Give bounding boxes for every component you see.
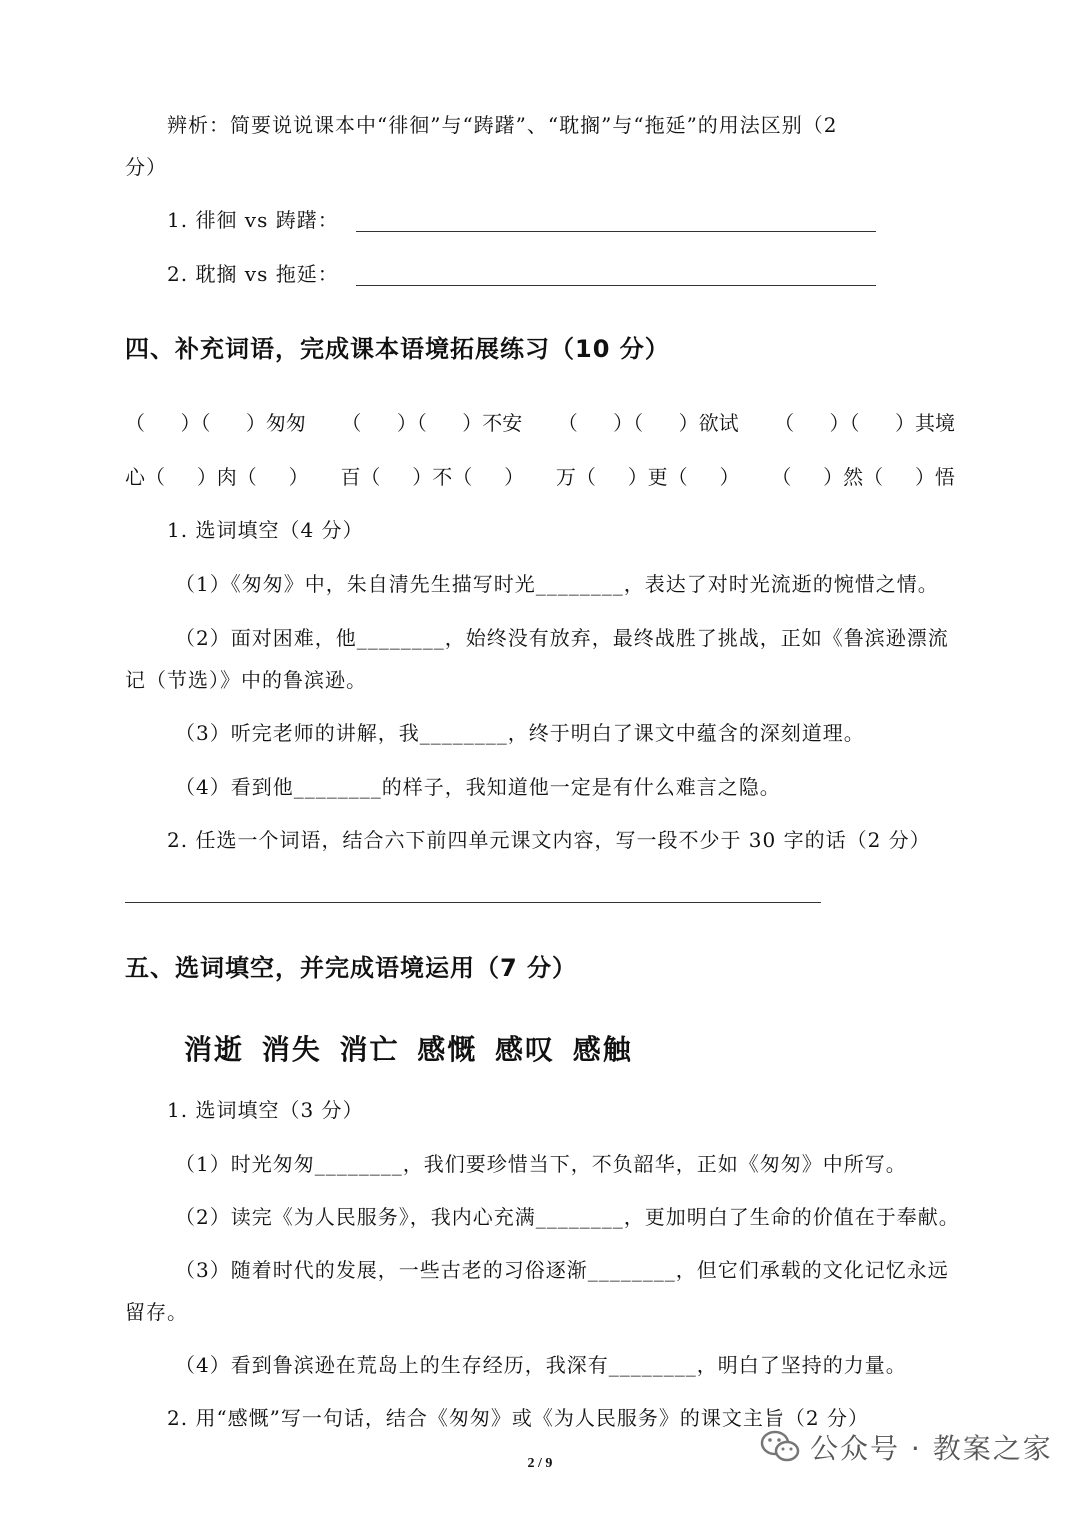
idiom-fragment: （ xyxy=(771,465,792,489)
idiom-fragment: ）其境 xyxy=(894,411,955,435)
section-4-q1-item-2-cont: 记（节选）》中的鲁滨逊。 xyxy=(125,668,367,692)
idiom-fragment: ）然（ xyxy=(823,465,884,489)
intro-item-2: 2. 耽搁 vs 拖延： xyxy=(167,262,339,286)
section-4-q1-item-1: （1）《匆匆》中，朱自清先生描写时光________，表达了对时光流逝的惋惜之情。 xyxy=(175,572,939,596)
idiom-fragment: （ xyxy=(774,411,795,435)
idiom-fragment: 万（ xyxy=(555,465,596,489)
section-4-q2: 2. 任选一个词语，结合六下前四单元课文内容，写一段不少于 30 字的话（2 分） xyxy=(167,828,931,852)
section-4-q1-item-2: （2）面对困难，他________，始终没有放弃，最终战胜了挑战，正如《鲁滨逊漂流 xyxy=(175,626,949,650)
section-4-q1: 1. 选词填空（4 分） xyxy=(167,518,364,542)
idiom-fragment: ）欲试 xyxy=(678,411,739,435)
intro-question: 辨析：简要说说课本中“徘徊”与“踌躇”、“耽搁”与“拖延”的用法区别（2 xyxy=(167,113,838,137)
idiom-fragment: 百（ xyxy=(340,465,381,489)
watermark-text: 公众号 · 教案之家 xyxy=(810,1432,1053,1465)
section-5-q1-item-2: （2）读完《为人民服务》，我内心充满________，更加明白了生命的价值在于奉献。 xyxy=(175,1205,960,1229)
idiom-fragment: ）（ xyxy=(180,411,211,435)
idiom-fragment: ）（ xyxy=(396,411,427,435)
idiom-fragment: ）（ xyxy=(829,411,860,435)
idiom-row-2 xyxy=(125,463,955,491)
watermark xyxy=(760,1422,1053,1472)
answer-line xyxy=(356,285,876,286)
idiom-fragment: ） xyxy=(719,465,740,489)
section-4-q1-item-3: （3）听完老师的讲解，我________，终于明白了课文中蕴含的深刻道理。 xyxy=(175,721,865,745)
idiom-fragment: ）更（ xyxy=(627,465,688,489)
idiom-fragment: ） xyxy=(288,465,309,489)
idiom-fragment: （ xyxy=(125,411,145,435)
idiom-fragment: （ xyxy=(341,411,362,435)
intro-item-1: 1. 徘徊 vs 踌躇： xyxy=(167,208,339,232)
idiom-fragment: ）不（ xyxy=(412,465,473,489)
section-5-q1-item-1: （1）时光匆匆________，我们要珍惜当下，不负韶华，正如《匆匆》中所写。 xyxy=(175,1152,907,1176)
idiom-fragment: ）肉（ xyxy=(196,465,257,489)
page-number: 2 / 9 xyxy=(527,1456,553,1471)
answer-line xyxy=(356,231,876,232)
idiom-fragment: ）悟 xyxy=(914,465,955,489)
section-5-q1-item-4: （4）看到鲁滨逊在荒岛上的生存经历，我深有________，明白了坚持的力量。 xyxy=(175,1353,907,1377)
section-5-title: 五、选词填空，并完成语境运用（7 分） xyxy=(125,954,578,982)
idiom-row-1 xyxy=(125,409,955,437)
idiom-fragment: ）（ xyxy=(613,411,644,435)
section-5-q1-item-3-cont: 留存。 xyxy=(125,1300,188,1324)
intro-question-cont: 分） xyxy=(125,155,167,179)
wechat-icon xyxy=(760,1429,800,1465)
section-5-q1-item-3: （3）随着时代的发展，一些古老的习俗逐渐________，但它们承载的文化记忆永远 xyxy=(175,1258,949,1282)
word-bank: 消逝 消失 消亡 感慨 感叹 感触 xyxy=(184,1033,633,1066)
idiom-fragment: ）不安 xyxy=(462,411,523,435)
answer-line xyxy=(125,902,821,903)
section-5-q1: 1. 选词填空（3 分） xyxy=(167,1098,364,1122)
section-4-title: 四、补充词语，完成课本语境拓展练习（10 分） xyxy=(125,335,670,363)
idiom-fragment: ）匆匆 xyxy=(245,411,306,435)
section-5-q2: 2. 用“感慨”写一句话，结合《匆匆》或《为人民服务》的课文主旨（2 分） xyxy=(167,1406,869,1430)
idiom-fragment: ） xyxy=(504,465,525,489)
idiom-fragment: 心（ xyxy=(125,465,165,489)
section-4-q1-item-4: （4）看到他________的样子，我知道他一定是有什么难言之隐。 xyxy=(175,775,781,799)
idiom-fragment: （ xyxy=(557,411,578,435)
